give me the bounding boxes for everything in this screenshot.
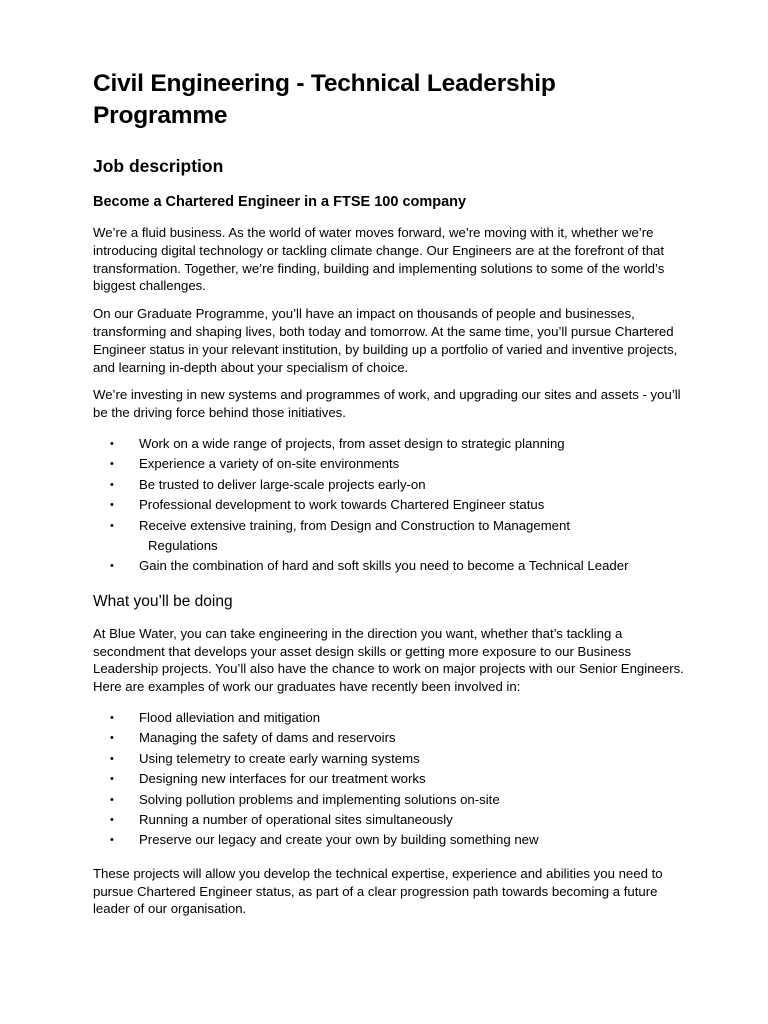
- list-item: • Gain the combination of hard and soft skills you need to become a Technical Leader: [93, 556, 688, 576]
- bullet-icon: •: [110, 519, 114, 532]
- bullet-icon: •: [110, 499, 114, 512]
- list-item: • Experience a variety of on-site environments: [93, 454, 688, 474]
- list-item: • Using telemetry to create early warning systems: [93, 749, 688, 769]
- list-item: • Work on a wide range of projects, from asset design to strategic planning: [93, 434, 688, 454]
- list-item: • Be trusted to deliver large-scale projects early-on: [93, 475, 688, 495]
- closing-paragraph: These projects will allow you develop the technical expertise, experience and abilities you need to pursue Chartered Engineer status, as part of a clear progression path towards becoming a future leader of our organisation.: [93, 865, 663, 917]
- intro-paragraph: We’re a fluid business. As the world of water moves forward, we’re moving with it, whether we’re introducing digital technology or tackling climate change. Our Engineers are at the forefront of that transformation. Together, we’re finding, building and implementing solutions to some of the world’s biggest challenges.: [93, 225, 665, 294]
- bullet-icon: •: [110, 458, 114, 471]
- list-item-continuation: Regulations: [148, 538, 218, 553]
- blue-water-paragraph: At Blue Water, you can take engineering in the direction you want, whether that’s tackling a secondment that develops your asset design skills or getting more exposure to our Business Leadership projects. You’ll also have the chance to work on major projects with our Senior Engineers. Here are examples of work our graduates have recently been involved in:: [93, 625, 684, 695]
- bullet-icon: •: [110, 732, 114, 745]
- list-item: • Preserve our legacy and create your own by building something new: [93, 830, 688, 850]
- bullet-icon: •: [110, 773, 114, 786]
- job-description-heading: Job description: [93, 156, 224, 176]
- benefits-list: [93, 434, 688, 577]
- list-item: • Flood alleviation and mitigation: [93, 708, 688, 728]
- list-item: • Running a number of operational sites simultaneously: [93, 810, 688, 830]
- what-youll-be-doing-heading: What you’ll be doing: [93, 592, 233, 610]
- list-item: • Receive extensive training, from Design and Construction to Management Regulations: [93, 516, 688, 557]
- bullet-icon: •: [110, 793, 114, 806]
- bullet-icon: •: [110, 834, 114, 847]
- page-title: Civil Engineering - Technical Leadership Programme: [93, 70, 556, 129]
- examples-list: [93, 708, 688, 851]
- bullet-icon: •: [110, 712, 114, 724]
- chartered-engineer-subheading: Become a Chartered Engineer in a FTSE 100 company: [93, 194, 467, 210]
- bullet-icon: •: [110, 478, 114, 491]
- graduate-programme-paragraph: On our Graduate Programme, you’ll have an impact on thousands of people and businesses, transforming and shaping lives, both today and tomorrow. At the same time, you’ll pursue Chartered Engineer status in your relevant institution, by building up a portfolio of varied and inventive projects, and learning in-depth about your specialism of choice.: [93, 306, 678, 375]
- investing-paragraph: We’re investing in new systems and programmes of work, and upgrading our sites and assets - you’ll be the driving force behind those initiatives.: [93, 387, 681, 421]
- list-item: • Solving pollution problems and implementing solutions on-site: [93, 790, 688, 810]
- list-item: • Professional development to work towards Chartered Engineer status: [93, 495, 688, 515]
- list-item: • Managing the safety of dams and reservoirs: [93, 728, 688, 748]
- bullet-icon: •: [110, 814, 114, 827]
- list-item: • Designing new interfaces for our treatment works: [93, 769, 688, 789]
- bullet-icon: •: [110, 560, 114, 573]
- bullet-icon: •: [110, 752, 114, 765]
- bullet-icon: •: [110, 437, 114, 450]
